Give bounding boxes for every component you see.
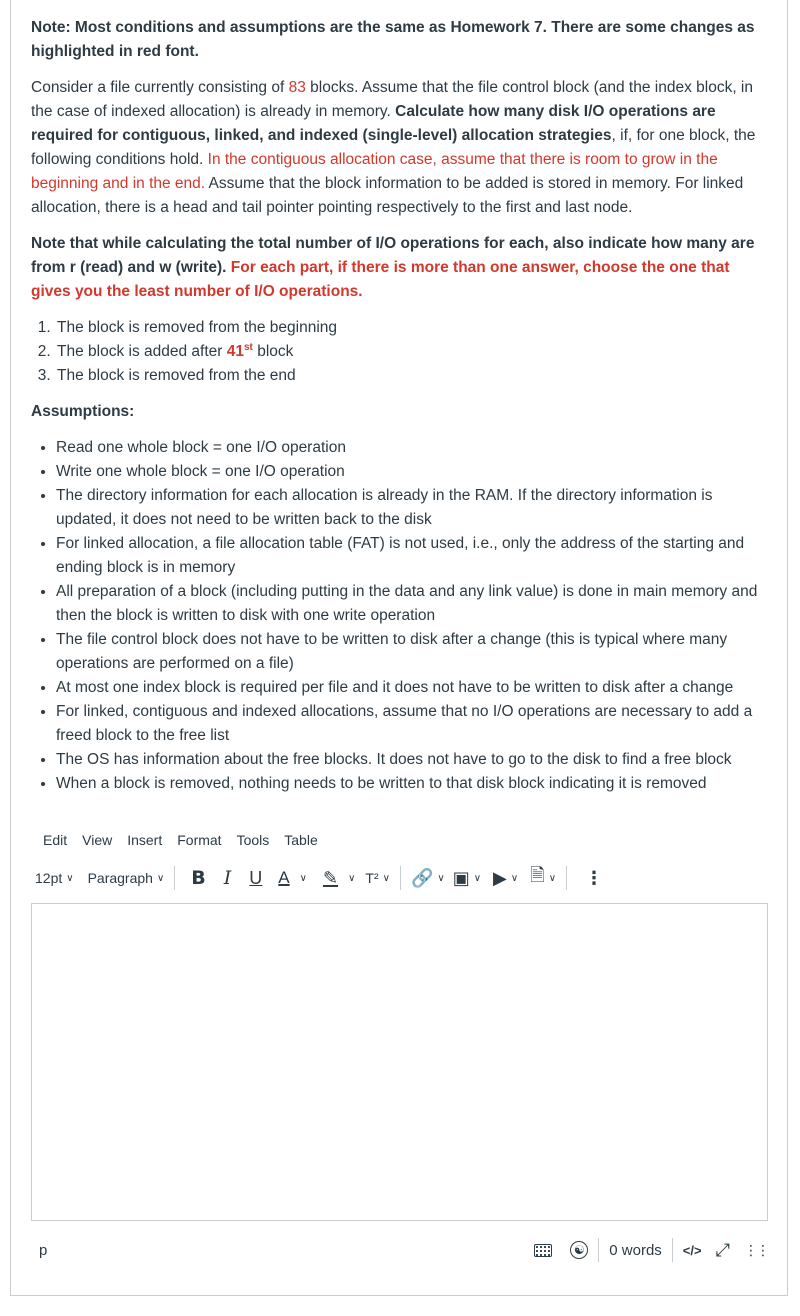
media-button[interactable] bbox=[489, 864, 522, 892]
chevron-down-icon: ∨ bbox=[348, 872, 356, 884]
html-editor-toggle[interactable]: </> bbox=[682, 1242, 702, 1258]
text-color-button[interactable] bbox=[274, 864, 311, 892]
chevron-down-icon: ∨ bbox=[548, 872, 557, 884]
font-size-select[interactable]: 12pt ∨ bbox=[35, 870, 74, 886]
superscript-icon: T² bbox=[365, 870, 379, 886]
chevron-down-icon: ∨ bbox=[473, 872, 482, 884]
chevron-down-icon: ∨ bbox=[510, 872, 519, 884]
status-divider bbox=[598, 1238, 599, 1262]
chevron-down-icon: ∨ bbox=[66, 872, 74, 884]
more-button[interactable] bbox=[581, 864, 607, 892]
question-content bbox=[31, 16, 771, 796]
assumption-item: • The file control block does not have to be written to disk after a change (this is typical where many operations are performed on a file) bbox=[56, 628, 771, 676]
image-icon: ▣ bbox=[452, 867, 470, 888]
bold-button[interactable]: B bbox=[191, 867, 206, 889]
underline-button[interactable]: U bbox=[249, 867, 263, 888]
fullscreen-icon[interactable]: ⤢ bbox=[715, 1239, 730, 1260]
assumption-item: • When a block is removed, nothing needs to be written to that disk block indicating it is removed bbox=[56, 772, 771, 796]
document-button[interactable] bbox=[526, 864, 560, 892]
editor-menubar bbox=[43, 829, 333, 851]
chevron-down-icon: ∨ bbox=[382, 872, 390, 884]
menu-tools[interactable]: Tools bbox=[236, 832, 270, 848]
assumption-item: • The OS has information about the free blocks. It does not have to go to the disk to find a free block bbox=[56, 748, 771, 772]
status-actions bbox=[534, 1238, 768, 1262]
assumption-item: • For linked allocation, a file allocation table (FAT) is not used, i.e., only the address of the starting and ending block is in memory bbox=[56, 532, 771, 580]
status-divider bbox=[672, 1238, 673, 1262]
toolbar-divider bbox=[566, 866, 567, 890]
operations-list bbox=[31, 316, 771, 388]
highlight-color-button[interactable] bbox=[319, 864, 359, 892]
element-path[interactable]: p bbox=[39, 1241, 48, 1259]
editor-statusbar bbox=[31, 1236, 768, 1264]
more-vertical-icon: ⋮ bbox=[585, 867, 604, 888]
blocks-count: 83 bbox=[288, 79, 306, 96]
chevron-down-icon: ∨ bbox=[437, 872, 445, 884]
editor-toolbar bbox=[31, 864, 768, 892]
toolbar-divider bbox=[174, 866, 175, 890]
note-io-ops: Note that while calculating the total number of I/O operations for each, also indicate how many are from r (read) and w (write). For each part, if there is more than one answer, choose the one that gives you the least number of I/O operations. bbox=[31, 235, 755, 300]
menu-table[interactable]: Table bbox=[284, 832, 318, 848]
block-format-select[interactable]: Paragraph ∨ bbox=[87, 870, 165, 886]
media-icon: ▶ bbox=[493, 867, 507, 888]
menu-format[interactable]: Format bbox=[177, 832, 222, 848]
toolbar-divider bbox=[400, 866, 401, 890]
operation-item: 2. The block is added after 41st block bbox=[55, 340, 771, 364]
assumptions-heading: Assumptions: bbox=[31, 403, 135, 420]
problem-paragraph: Consider a file currently consisting of 83 blocks. Assume that the file control block (and the index block, in the case of indexed allocation) is already in memory. Calculate how many disk I/O operations are required for contiguous, linked, and indexed (single-level) allocation strategies, if, for one block, the following conditions hold. In the contiguous allocation case, assume that there is room to grow in the beginning and in the end. Assume that the block information to be added is stored in memory. For linked allocation, there is a head and tail pointer pointing respectively to the first and last node. bbox=[31, 79, 756, 216]
superscript-button[interactable] bbox=[361, 864, 394, 892]
keyboard-icon[interactable] bbox=[534, 1244, 552, 1257]
menu-insert[interactable]: Insert bbox=[127, 832, 163, 848]
assumption-item: • Read one whole block = one I/O operation bbox=[56, 436, 771, 460]
menu-edit[interactable]: Edit bbox=[43, 832, 68, 848]
text-color-icon: A bbox=[278, 868, 290, 887]
assumption-item: • For linked, contiguous and indexed allocations, assume that no I/O operations are necessary to add a freed block to the free list bbox=[56, 700, 771, 748]
link-icon: 🔗 bbox=[410, 867, 434, 888]
italic-button[interactable]: I bbox=[223, 867, 232, 889]
highlighter-icon: ✎ bbox=[322, 867, 339, 888]
assumptions-list bbox=[31, 436, 771, 796]
accessibility-icon[interactable]: ☯ bbox=[570, 1241, 588, 1259]
assumption-item: • All preparation of a block (including putting in the data and any link value) is done in main memory and then the block is written to disk with one write operation bbox=[56, 580, 771, 628]
image-button[interactable] bbox=[449, 864, 485, 892]
resize-grip-icon[interactable]: ⋮⋮ bbox=[744, 1241, 768, 1258]
rich-text-editor-area[interactable] bbox=[31, 903, 768, 1221]
word-count[interactable]: 0 words bbox=[609, 1241, 662, 1259]
note-homework: Note: Most conditions and assumptions are the same as Homework 7. There are some changes as highlighted in red font. bbox=[31, 19, 755, 60]
chevron-down-icon: ∨ bbox=[299, 872, 307, 884]
operation-item: 1. The block is removed from the beginning bbox=[55, 316, 771, 340]
assumption-item: • The directory information for each allocation is already in the RAM. If the directory information is updated, it does not need to be written back to the disk bbox=[56, 484, 771, 532]
assumption-item: • At most one index block is required per file and it does not have to be written to disk after a change bbox=[56, 676, 771, 700]
contiguous-note: In the contiguous allocation case, assume that there is room to grow in the beginning and in the end. bbox=[31, 151, 718, 192]
operation-item: 3. The block is removed from the end bbox=[55, 364, 771, 388]
menu-view[interactable]: View bbox=[82, 832, 113, 848]
link-button[interactable] bbox=[407, 864, 449, 892]
chevron-down-icon: ∨ bbox=[156, 872, 165, 884]
document-icon: 🗎 bbox=[530, 865, 545, 885]
assumption-item: • Write one whole block = one I/O operation bbox=[56, 460, 771, 484]
